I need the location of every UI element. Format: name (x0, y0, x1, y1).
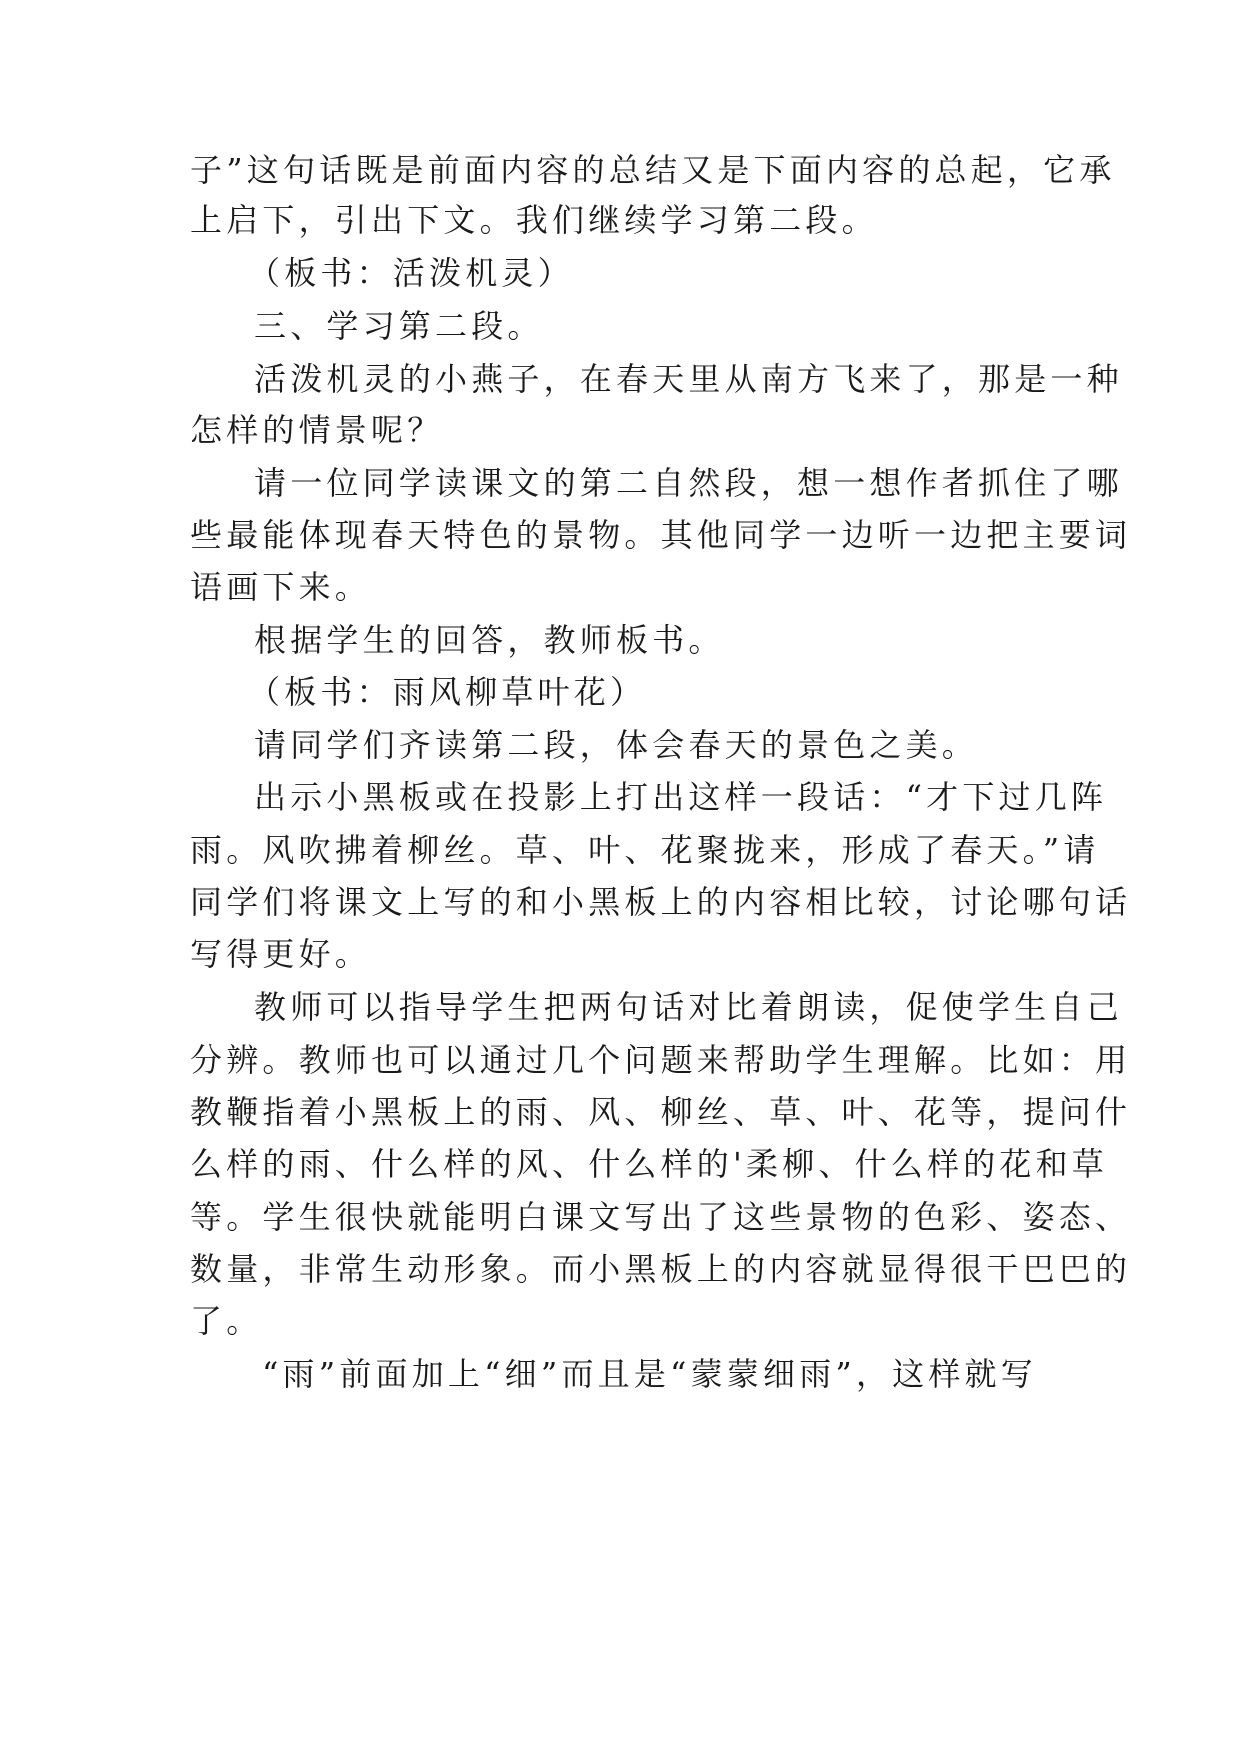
section-heading: 三、学习第二段。 (254, 307, 544, 345)
board-note: （板书：活泼机灵） (248, 254, 574, 292)
text-line: 些最能体现春天特色的景物。其他同学一边听一边把主要词 (190, 516, 1132, 554)
text-line: 雨。风吹拂着柳丝。草、叶、花聚拢来，形成了春天。”请 (190, 831, 1100, 869)
text-line: 请同学们齐读第二段，体会春天的景色之美。 (254, 726, 979, 764)
text-line: 语画下来。 (190, 568, 372, 606)
text-line: 么样的雨、什么样的风、什么样的'柔柳、什么样的花和草 (190, 1145, 1108, 1183)
text-line: 出示小黑板或在投影上打出这样一段话：“才下过几阵 (254, 778, 1108, 816)
text-line: 活泼机灵的小燕子，在春天里从南方飞来了，那是一种 (254, 360, 1123, 398)
text-line: 根据学生的回答，教师板书。 (254, 621, 725, 659)
text-line: 数量，非常生动形象。而小黑板上的内容就显得很干巴巴的 (190, 1250, 1132, 1288)
text-line: 子”这句话既是前面内容的总结又是下面内容的总起，它承 (190, 151, 1116, 189)
text-line: “雨”前面加上“细”而且是“蒙蒙细雨”，这样就写 (262, 1355, 1037, 1393)
text-line: 了。 (190, 1302, 263, 1340)
text-line: 上启下，引出下文。我们继续学习第二段。 (190, 201, 878, 239)
text-line: 教师可以指导学生把两句话对比着朗读，促使学生自己 (254, 988, 1123, 1026)
board-note: （板书：雨风柳草叶花） (248, 673, 647, 711)
text-line: 写得更好。 (190, 935, 372, 973)
text-line: 请一位同学读课文的第二自然段，想一想作者抓住了哪 (254, 464, 1123, 502)
text-line: 教鞭指着小黑板上的雨、风、柳丝、草、叶、花等，提问什 (190, 1093, 1132, 1131)
text-line: 分辨。教师也可以通过几个问题来帮助学生理解。比如：用 (190, 1041, 1132, 1079)
text-line: 怎样的情景呢？ (190, 411, 444, 449)
text-line: 同学们将课文上写的和小黑板上的内容相比较，讨论哪句话 (190, 883, 1132, 921)
text-line: 等。学生很快就能明白课文写出了这些景物的色彩、姿态、 (190, 1198, 1132, 1236)
